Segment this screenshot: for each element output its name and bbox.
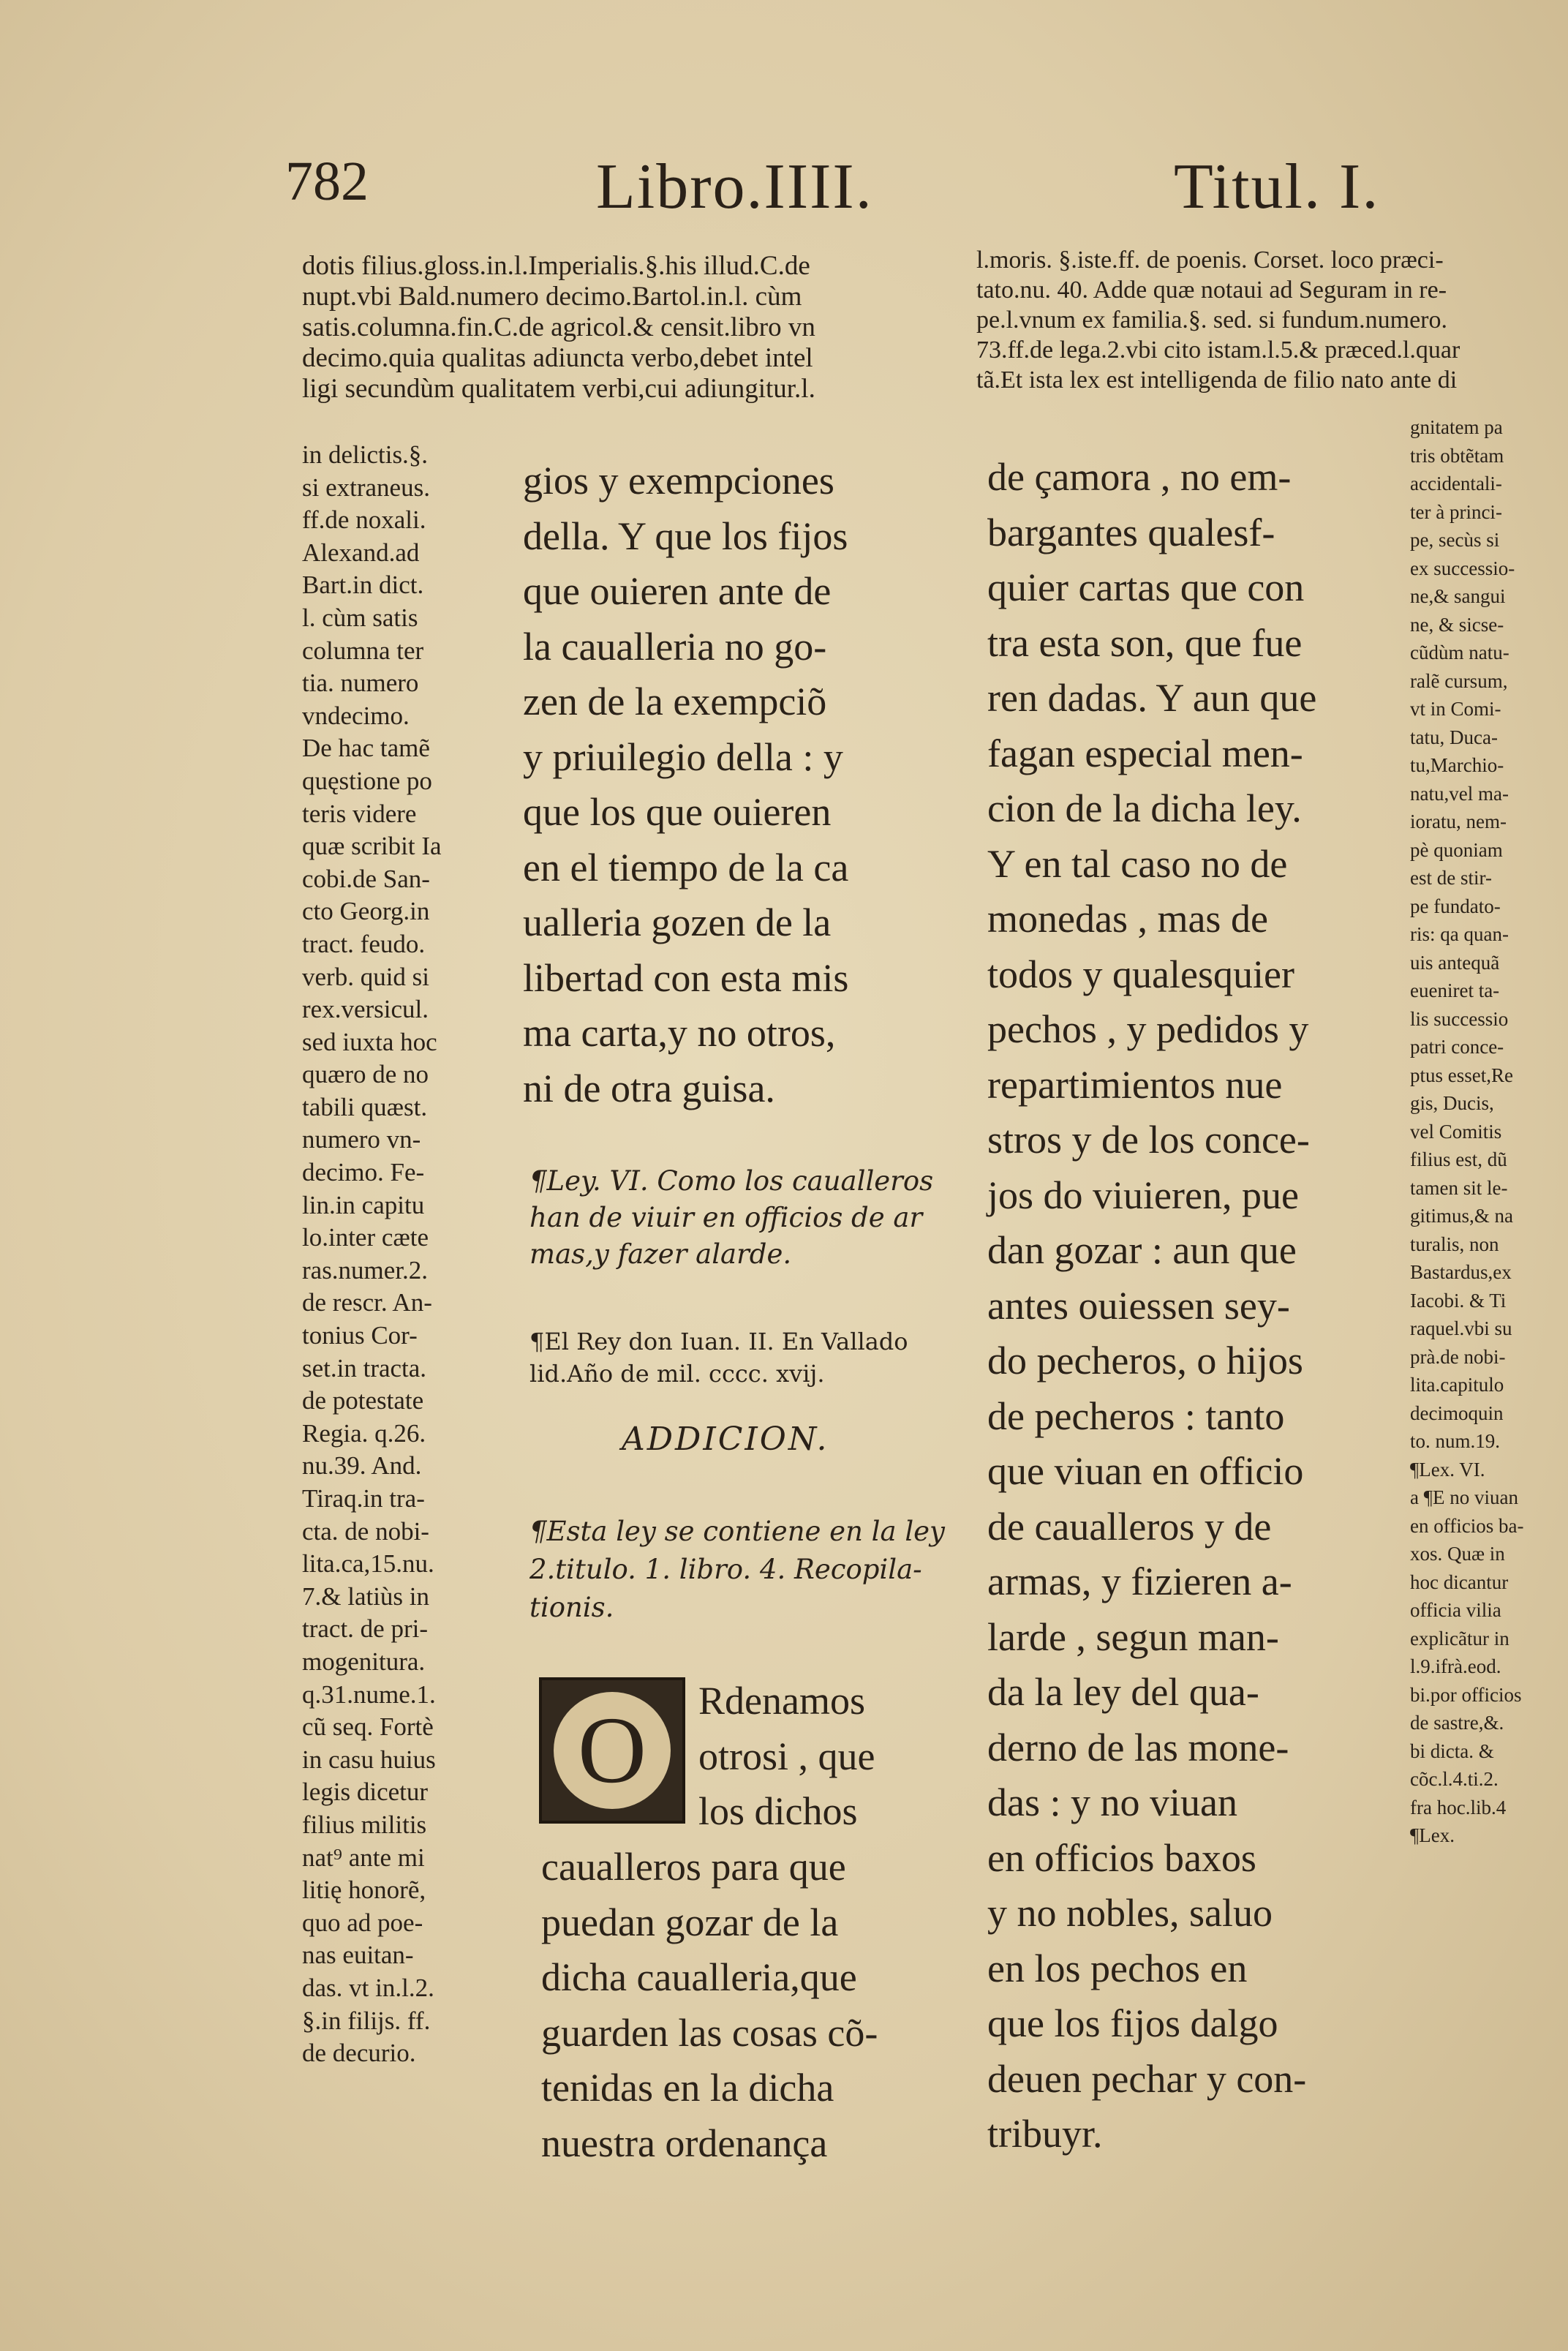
gloss-line: decimo.quia qualitas adiuncta verbo,debet intel — [302, 343, 813, 373]
gloss-line: fra hoc.lib.4 — [1410, 1796, 1507, 1818]
text-line: larde , segun man- — [987, 1614, 1279, 1659]
gloss-line: tract. de pri- — [302, 1614, 428, 1644]
gloss-line: de rescr. An- — [302, 1288, 432, 1317]
gloss-line: officia vilia — [1410, 1599, 1501, 1621]
gloss-line: Regia. q.26. — [302, 1418, 426, 1448]
gloss-line: de decurio. — [302, 2039, 416, 2068]
heading-line: mas,y fazer alarde. — [529, 1238, 792, 1270]
heading-line: ¶Ley. VI. Como los caualleros — [529, 1165, 934, 1197]
gloss-line: nu.39. And. — [302, 1451, 422, 1481]
text-line: deuen pechar y con- — [987, 2056, 1307, 2101]
gloss-line: hoc dicantur — [1410, 1571, 1509, 1593]
text-line: en el tiempo de la ca — [523, 845, 849, 889]
text-line: derno de las mone- — [987, 1725, 1289, 1769]
main-text-column-1-bottom — [541, 1840, 962, 2171]
gloss-line: in delictis.§. — [302, 440, 429, 469]
gloss-line: vndecimo. — [302, 701, 410, 730]
note-line: lid.Año de mil. cccc. xvij. — [529, 1360, 825, 1388]
text-line: da la ley del qua- — [987, 1670, 1259, 1714]
title-heading: Titul. I. — [1174, 151, 1380, 222]
gloss-line: de sastre,&. — [1410, 1712, 1504, 1734]
text-line: en officios baxos — [987, 1835, 1256, 1880]
note-line: tionis. — [529, 1592, 614, 1623]
gloss-line: decimoquin — [1410, 1402, 1504, 1424]
text-line: puedan gozar de la — [541, 1900, 839, 1944]
gloss-line: quęstione po — [302, 766, 432, 795]
gloss-top-left — [302, 251, 931, 405]
gloss-line: ioratu, nem- — [1410, 810, 1507, 832]
gloss-line: tabili quæst. — [302, 1092, 428, 1121]
gloss-line: tamen sit le- — [1410, 1176, 1508, 1199]
text-line: dicha caualleria,que — [541, 1955, 857, 1999]
gloss-line: raquel.vbi su — [1410, 1317, 1512, 1339]
gloss-line: a ¶E no viuan — [1410, 1486, 1518, 1508]
text-line: y priuilegio della : y — [523, 734, 843, 779]
main-text-column-2 — [987, 450, 1411, 2162]
gloss-line: bi dicta. & — [1410, 1739, 1494, 1762]
text-line: quier cartas que con — [987, 565, 1305, 609]
gloss-line: nat⁹ ante mi — [302, 1843, 425, 1872]
gloss-line: 73.ff.de lega.2.vbi cito istam.l.5.& præced.l.quar — [976, 336, 1460, 364]
text-line: guarden las cosas cõ- — [541, 2010, 878, 2055]
gloss-line: uis antequã — [1410, 951, 1500, 974]
text-line: otrosi , que — [698, 1734, 875, 1778]
gloss-line: Bastardus,ex — [1410, 1261, 1512, 1283]
gloss-line: ¶Lex. — [1410, 1824, 1455, 1846]
gloss-right-margin — [1410, 413, 1556, 1850]
main-text-column-1-top — [523, 454, 962, 1116]
gloss-line: quæ scribit Ia — [302, 832, 442, 861]
gloss-line: Tiraq.in tra- — [302, 1484, 425, 1513]
gloss-line: numero vn- — [302, 1125, 421, 1154]
note-line: 2.titulo. 1. libro. 4. Recopila- — [529, 1554, 922, 1585]
gloss-line: pè quoniam — [1410, 838, 1503, 861]
gloss-line: ralẽ cursum, — [1410, 669, 1508, 692]
text-line: fagan especial men- — [987, 731, 1303, 775]
gloss-line: set.in tracta. — [302, 1353, 427, 1383]
note-line: ¶Esta ley se contiene en la ley — [529, 1516, 945, 1547]
gloss-line: ex successio- — [1410, 557, 1515, 579]
gloss-line: en officios ba- — [1410, 1514, 1524, 1537]
gloss-line: eueniret ta- — [1410, 979, 1500, 1001]
gloss-line: quo ad poe- — [302, 1908, 423, 1937]
text-line: tribuyr. — [987, 2112, 1103, 2156]
text-line: la caualleria no go- — [523, 624, 827, 669]
text-line: antes ouiessen sey- — [987, 1283, 1290, 1328]
law-source-note — [529, 1325, 946, 1390]
gloss-line: lita.capitulo — [1410, 1374, 1504, 1396]
gloss-line: quæro de no — [302, 1060, 429, 1089]
text-line: das : y no viuan — [987, 1780, 1237, 1824]
gloss-line: gitimus,& na — [1410, 1205, 1513, 1227]
text-line: todos y qualesquier — [987, 952, 1294, 996]
gloss-line: ter à princi- — [1410, 500, 1502, 523]
gloss-line: xos. Quæ in — [1410, 1543, 1505, 1565]
gloss-line: l.moris. §.iste.ff. de poenis. Corset. loco præci- — [976, 247, 1444, 274]
gloss-line: satis.columna.fin.C.de agricol.& censit.libro vn — [302, 312, 815, 342]
gloss-line: ne, & sicse- — [1410, 613, 1504, 636]
gloss-line: tia. numero — [302, 669, 419, 698]
gloss-line: bi.por officios — [1410, 1683, 1522, 1706]
gloss-line: lin.in capitu — [302, 1190, 425, 1219]
decorated-initial — [539, 1677, 685, 1824]
gloss-line: ligi secundùm qualitatem verbi,cui adiungitur.l. — [302, 374, 815, 404]
gloss-line: De hac tamẽ — [302, 734, 430, 763]
gloss-line: gnitatem pa — [1410, 416, 1503, 438]
text-line: de caualleros y de — [987, 1504, 1272, 1549]
gloss-line: gis, Ducis, — [1410, 1092, 1494, 1114]
text-line: bargantes qualesf- — [987, 510, 1275, 554]
text-line: Rdenamos — [698, 1679, 865, 1723]
gloss-line: ¶Lex. VI. — [1410, 1458, 1485, 1481]
gloss-line: cto Georg.in — [302, 897, 430, 926]
text-line: de pecheros : tanto — [987, 1393, 1285, 1438]
text-line: caualleros para que — [541, 1845, 846, 1889]
text-line: nuestra ordenança — [541, 2121, 828, 2165]
gloss-line: cũdùm natu- — [1410, 642, 1509, 663]
text-line: cion de la dicha ley. — [987, 786, 1302, 830]
text-line: della. Y que los fijos — [523, 514, 848, 558]
gloss-line: §.in filijs. ff. — [302, 2006, 431, 2035]
gloss-line: pe fundato- — [1410, 895, 1501, 917]
gloss-line: to. num.19. — [1410, 1430, 1501, 1452]
gloss-line: tris obtẽtam — [1410, 444, 1504, 467]
gloss-line: ff.de noxali. — [302, 505, 426, 535]
gloss-line: columna ter — [302, 636, 424, 665]
gloss-line: tatu, Duca- — [1410, 726, 1498, 748]
text-line: armas, y fizieren a- — [987, 1560, 1292, 1603]
note-line: ¶El Rey don Iuan. II. En Vallado — [529, 1328, 908, 1355]
text-line: ma carta,y no otros, — [523, 1011, 836, 1055]
text-line: do pecheros, o hijos — [987, 1339, 1303, 1383]
text-line: en los pechos en — [987, 1946, 1248, 1990]
gloss-line: natu,vel ma- — [1410, 782, 1509, 805]
text-line: que ouieren ante de — [523, 569, 832, 613]
gloss-line: verb. quid si — [302, 962, 430, 991]
gloss-line: ras.numer.2. — [302, 1255, 429, 1284]
text-line: jos do viuieren, pue — [987, 1173, 1299, 1217]
gloss-line: si extraneus. — [302, 473, 430, 502]
text-line: tenidas en la dicha — [541, 2066, 834, 2110]
gloss-line: lis successio — [1410, 1007, 1509, 1030]
gloss-line: tato.nu. 40. Adde quæ notaui ad Seguram in re- — [976, 277, 1447, 304]
gloss-line: decimo. Fe- — [302, 1158, 425, 1187]
gloss-left-margin — [302, 439, 500, 2070]
gloss-line: tu,Marchio- — [1410, 754, 1504, 776]
gloss-line: das. vt in.l.2. — [302, 1973, 434, 2002]
gloss-line: rex.versicul. — [302, 995, 429, 1024]
gloss-line: turalis, non — [1410, 1233, 1499, 1255]
text-line: que los que ouieren — [523, 790, 832, 834]
heading-line: han de viuir en officios de ar — [529, 1202, 923, 1233]
text-line: zen de la exempciõ — [523, 680, 827, 723]
gloss-line: sed iuxta hoc — [302, 1027, 437, 1056]
gloss-line: cta. de nobi- — [302, 1516, 429, 1546]
gloss-line: tonius Cor- — [302, 1321, 418, 1350]
gloss-line: legis dicetur — [302, 1778, 429, 1807]
gloss-line: patri conce- — [1410, 1036, 1504, 1058]
gloss-line: ris: qa quan- — [1410, 923, 1509, 945]
text-line: Y en tal caso no de — [987, 841, 1288, 886]
recopilacion-note — [529, 1513, 946, 1627]
text-line: pechos , y pedidos y — [987, 1007, 1309, 1051]
addicion-heading: ADDICION. — [622, 1421, 829, 1458]
gloss-line: in casu huius — [302, 1745, 436, 1774]
gloss-line: dotis filius.gloss.in.l.Imperialis.§.his illud.C.de — [302, 251, 810, 281]
text-line: que viuan en officio — [987, 1449, 1304, 1493]
gloss-line: Bart.in dict. — [302, 571, 424, 600]
gloss-line: vel Comitis — [1410, 1120, 1502, 1143]
gloss-line: Iacobi. & Ti — [1410, 1289, 1507, 1312]
text-line: stros y de los conce- — [987, 1118, 1310, 1162]
gloss-line: vt in Comi- — [1410, 698, 1501, 720]
initial-letter: O — [554, 1692, 671, 1809]
gloss-line: teris videre — [302, 799, 417, 828]
gloss-line: cobi.de San- — [302, 864, 430, 893]
gloss-line: tract. feudo. — [302, 929, 426, 958]
text-line: gios y exempciones — [523, 459, 834, 503]
book-heading: Libro.IIII. — [596, 151, 873, 222]
gloss-line: cũ seq. Fortè — [302, 1712, 434, 1742]
gloss-line: tã.Et ista lex est intelligenda de filio nato ante di — [976, 366, 1458, 394]
text-line: de çamora , no em- — [987, 455, 1292, 499]
page-number: 782 — [285, 151, 369, 212]
main-text-column-1-beside-initial — [698, 1674, 962, 1840]
running-header — [0, 150, 1568, 230]
text-line: dan gozar : aun que — [987, 1228, 1297, 1272]
text-line: tra esta son, que fue — [987, 620, 1303, 665]
gloss-line: lita.ca,15.nu. — [302, 1549, 434, 1579]
text-line: repartimientos nue — [987, 1062, 1283, 1107]
gloss-line: lo.inter cæte — [302, 1223, 429, 1252]
gloss-line: litię honorẽ, — [302, 1876, 426, 1905]
gloss-line: l. cùm satis — [302, 603, 418, 632]
gloss-line: de potestate — [302, 1386, 424, 1415]
gloss-line: ne,& sangui — [1410, 585, 1506, 607]
text-line: ualleria gozen de la — [523, 900, 832, 944]
gloss-line: pe, secùs si — [1410, 529, 1500, 551]
gloss-line: l.9.ifrà.eod. — [1410, 1655, 1501, 1677]
gloss-line: 7.& latiùs in — [302, 1581, 430, 1611]
gloss-line: q.31.nume.1. — [302, 1679, 436, 1709]
gloss-line: nas euitan- — [302, 1941, 414, 1970]
gloss-line: nupt.vbi Bald.numero decimo.Bartol.in.l. cùm — [302, 282, 802, 312]
gloss-line: pe.l.vnum ex familia.§. sed. si fundum.numero. — [976, 306, 1447, 334]
gloss-line: ptus esset,Re — [1410, 1064, 1513, 1086]
text-line: y no nobles, saluo — [987, 1891, 1273, 1935]
text-line: ni de otra guisa. — [523, 1066, 775, 1110]
text-line: que los fijos dalgo — [987, 2001, 1278, 2045]
gloss-line: mogenitura. — [302, 1647, 426, 1676]
gloss-line: filius militis — [302, 1810, 427, 1839]
law-heading — [529, 1163, 946, 1273]
gloss-line: accidentali- — [1410, 473, 1502, 494]
gloss-line: Alexand.ad — [302, 538, 420, 567]
text-line: ren dadas. Y aun que — [987, 676, 1317, 720]
text-line: monedas , mas de — [987, 897, 1268, 941]
text-line: los dichos — [698, 1789, 858, 1833]
gloss-top-right — [976, 245, 1532, 395]
gloss-line: est de stir- — [1410, 867, 1492, 889]
text-line: libertad con esta mis — [523, 955, 849, 1000]
gloss-line: explicãtur in — [1410, 1627, 1509, 1650]
gloss-line: prà.de nobi- — [1410, 1345, 1506, 1368]
gloss-line: filius est, dũ — [1410, 1148, 1507, 1170]
gloss-line: cõc.l.4.ti.2. — [1410, 1768, 1499, 1790]
